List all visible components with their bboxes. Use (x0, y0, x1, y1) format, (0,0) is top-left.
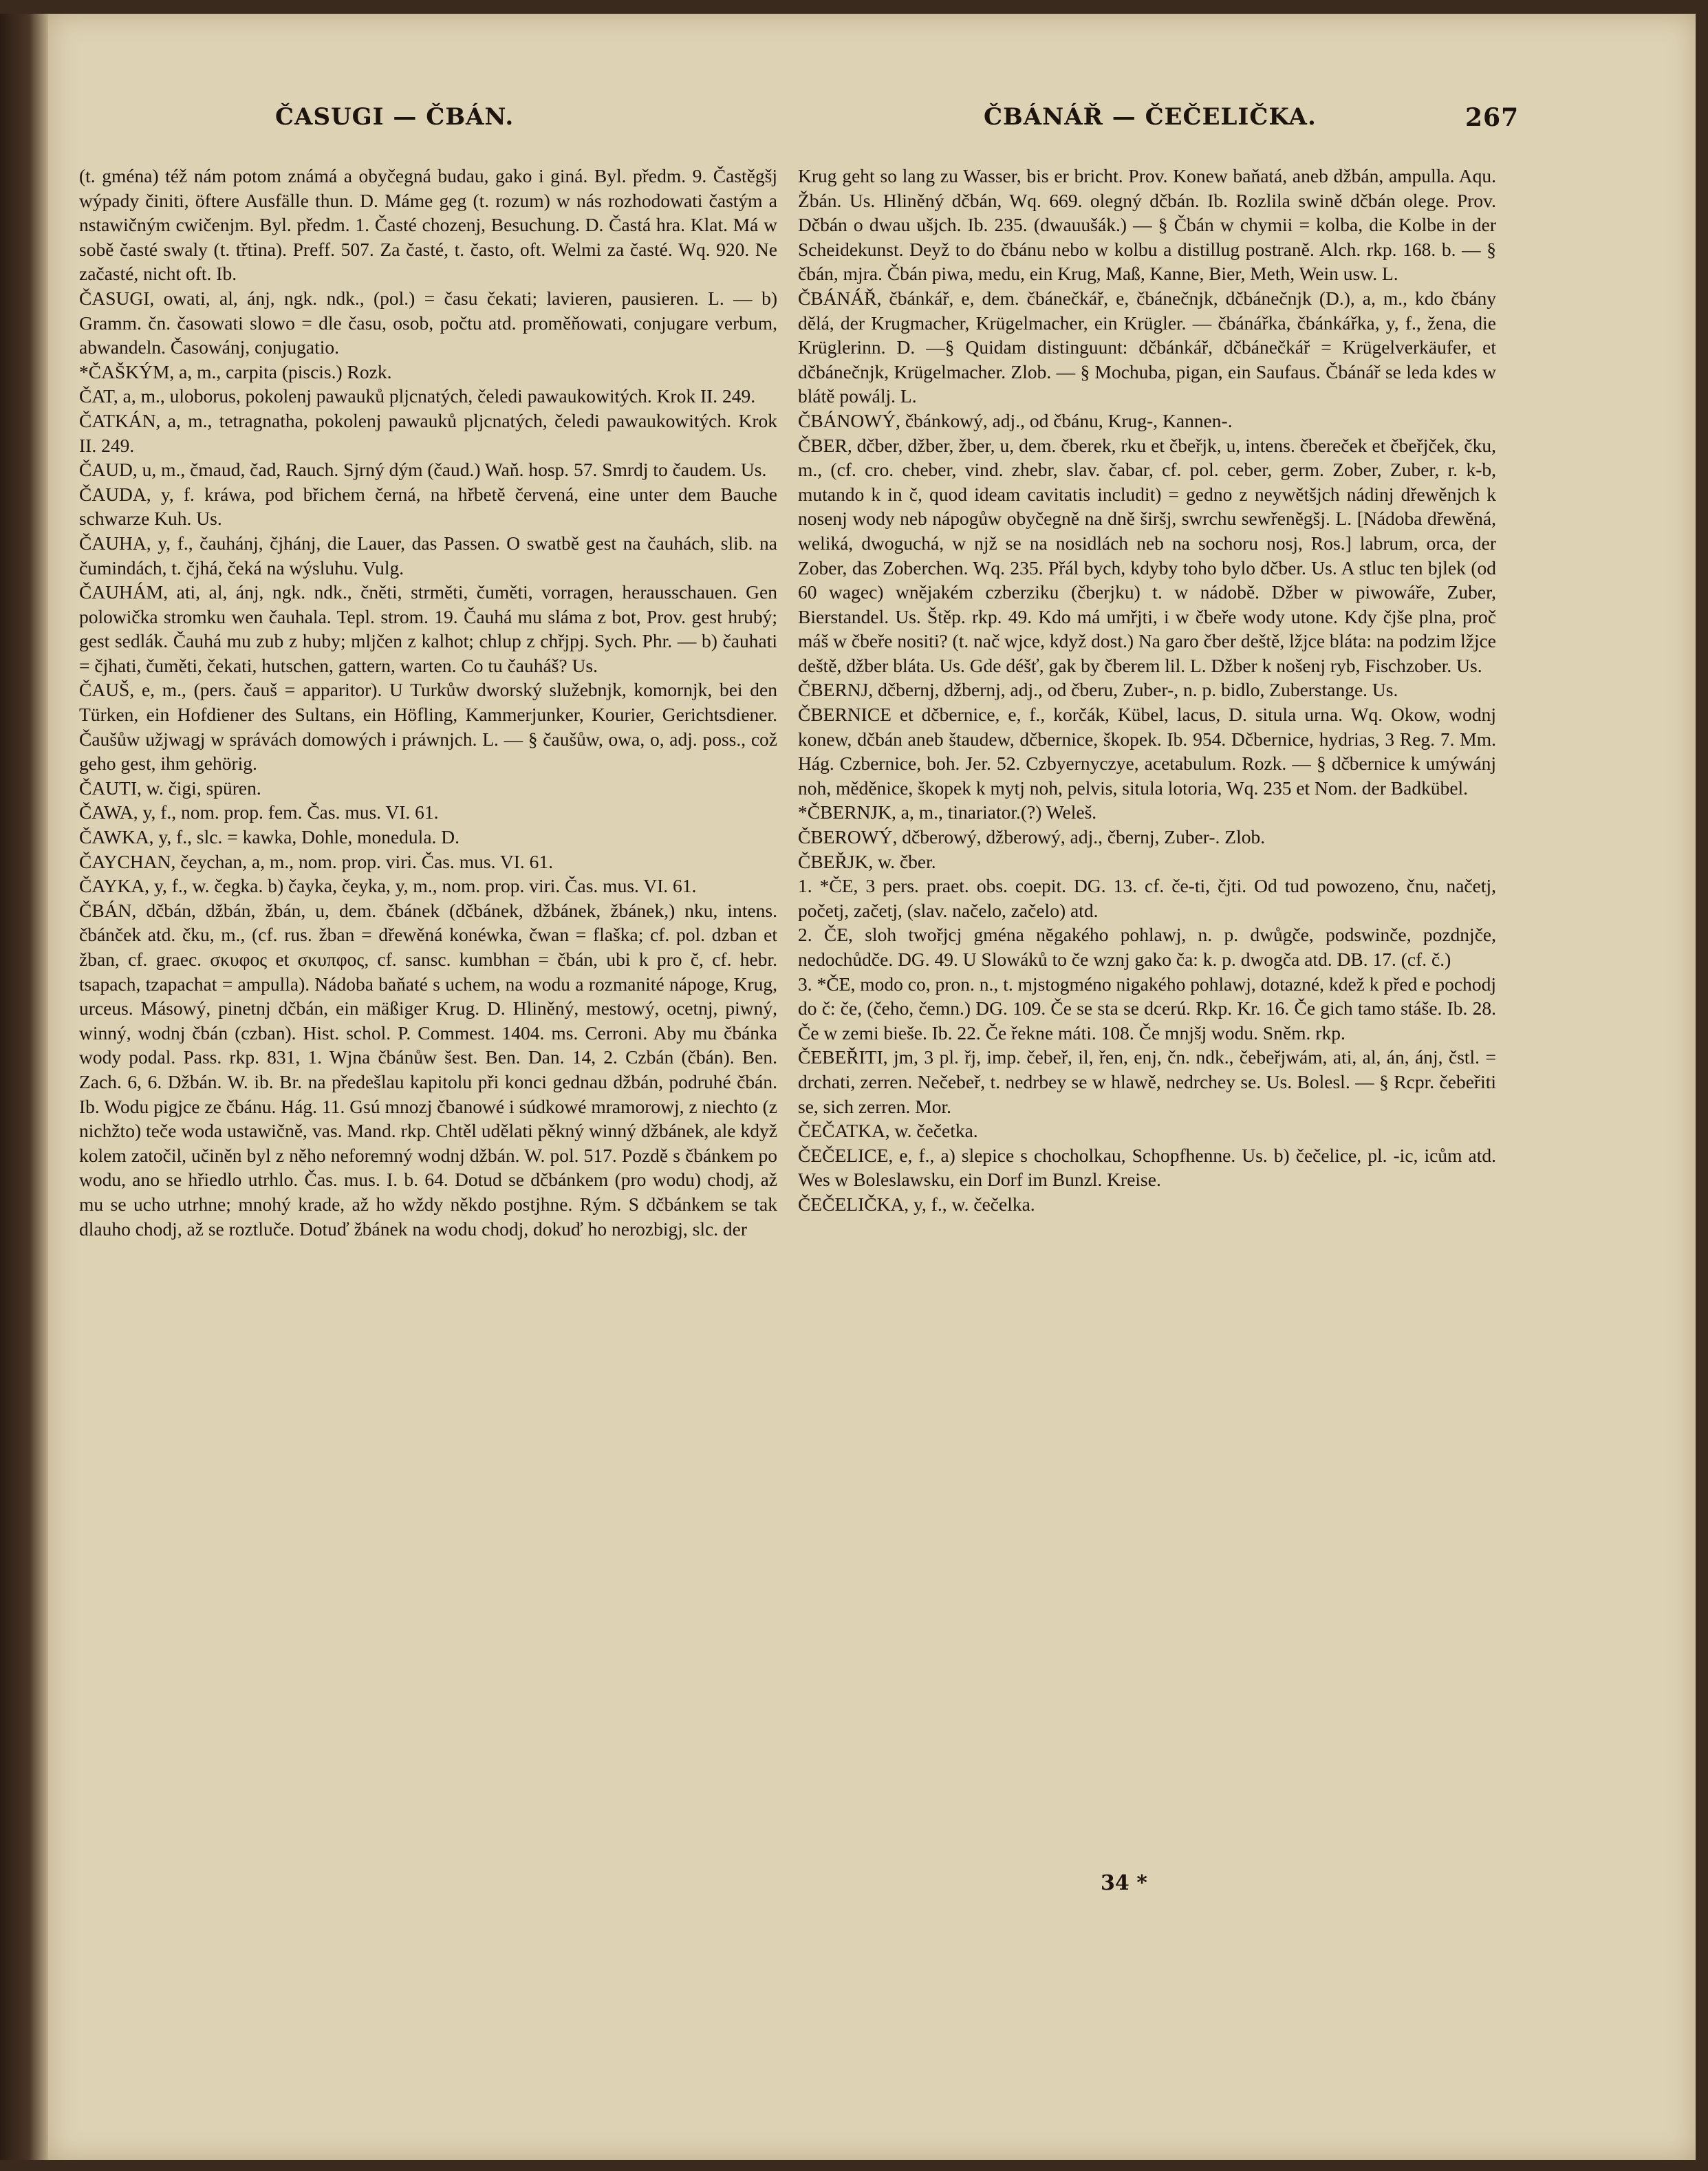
entry-cecelice: ČEČELICE, e, f., a) slepice s chocholkau, Schopfhenne. Us. b) čečelice, pl. -ic, icům atd. Wes w Boleslawsku, ein Dorf im Bunzl. Kreise. (798, 1144, 1496, 1191)
entry-ceberiti: ČEBEŘITI, jm, 3 pl. řj, imp. čebeř, il, řen, enj, čn. ndk., čebeřjwám, ati, al, án, ánj, čstl. = drchati, zerren. Nečebeř, t. nedrbey se w hlawě, nedrchey se. Us. Bolesl. — § Rcpr. čebeřiti se, sich zerren. Mor. (798, 1046, 1496, 1117)
right-running-head: ČBÁNÁŘ — ČEČELIČKA. (984, 103, 1317, 131)
book-gutter (0, 14, 48, 2160)
entry-cecatka: ČEČATKA, w. čečetka. (798, 1120, 978, 1142)
signature-mark: 34 * (1101, 1871, 1147, 1895)
entry-cbanowy: ČBÁNOWÝ, čbánkowý, adj., od čbánu, Krug-, Kannen-. (798, 409, 1233, 431)
entry-caud: ČAUD, u, m., čmaud, čad, Rauch. Sjrný dým (čaud.) Waň. hosp. 57. Smrdj to čaudem. Us. (79, 459, 767, 481)
entry-casugi: ČASUGI, owati, al, ánj, ngk. ndk., (pol.) = času čekati; lavieren, pausieren. L. — b) Gramm. čn. časowati slowo = dle času, osob, počtu atd. proměňowati, conjugare verbum, abwandeln. Časowánj, conjugatio. (79, 287, 777, 358)
entry-caychan: ČAYCHAN, čeychan, a, m., nom. prop. viri. Čas. mus. VI. 61. (79, 850, 553, 872)
entry-cawka: ČAWKA, y, f., slc. = kawka, Dohle, monedula. D. (79, 826, 460, 848)
entry-cbernj: ČBERNJ, dčbernj, džbernj, adj., od čberu, Zuber-, n. p. bidlo, Zuberstange. Us. (798, 679, 1398, 701)
entry-cauha: ČAUHA, y, f., čauhánj, čjhánj, die Lauer, das Passen. O swatbě gest na čauhách, slib. na čumindách, t. čjhá, čeká na wýsluhu. Vulg. (79, 532, 777, 579)
entry-caus: ČAUŠ, e, m., (pers. čauš = apparitor). U Turkůw dworský služebnjk, komornjk, bei den Türken, ein Hofdiener des Sultans, ein Höfling, Kammerjunker, Kourier, Gerichtsdiener. Čaušůw užjwagj w správách domowých i práwnjch. L. — § čaušůw, owa, o, adj. poss., což geho gest, ihm gehörig. (79, 679, 777, 775)
entry-cbernjk: *ČBERNJK, a, m., tinariator.(?) Weleš. (798, 801, 1097, 823)
entry-continuation: (t. gména) též nám potom známá a obyčegná budau, gako i giná. Byl. předm. 9. Častěgšj wýpady činiti, öftere Ausfälle thun. D. Máme geg (t. rozum) w nás rozhodowati častým a nstawičným cwičenjm. Byl. předm. 1. Časté chozenj, Besuchung. D. Častá hra. Klat. Má w sobě časté swaly (t. třtina). Preff. 507. Za časté, t. často, oft. Welmi za časté. Wq. 920. Ne začasté, nicht oft. Ib. (79, 165, 777, 285)
entry-cayka: ČAYKA, y, f., w. čegka. b) čayka, čeyka, y, m., nom. prop. viri. Čas. mus. VI. 61. (79, 875, 697, 897)
entry-ce-1: 1. *ČE, 3 pers. praet. obs. coepit. DG. 13. cf. če-ti, čjti. Od tud powozeno, čnu, načetj, početj, začetj, (slav. načelo, začelo) atd. (798, 875, 1496, 921)
entry-cauti: ČAUTI, w. čigi, spüren. (79, 777, 261, 799)
entry-ce-3: 3. *ČE, modo co, pron. n., t. mjstogméno nigakého pohlawj, dotazné, kdež k před e pochodj do č: če, (čeho, čemn.) DG. 109. Če se sta se dcerú. Rkp. Kr. 16. Če gich tamo stáše. Ib. 28. Če w zemi bieše. Ib. 22. Če řekne máti. 108. Če mnjšj wodu. Sněm. rkp. (798, 973, 1496, 1044)
entry-cberjk: ČBEŘJK, w. čber. (798, 850, 936, 872)
left-running-head: ČASUGI — ČBÁN. (275, 103, 515, 131)
page-number: 267 (1465, 103, 1520, 132)
entry-caskym: *ČAŠKÝM, a, m., carpita (piscis.) Rozk. (79, 360, 392, 382)
entry-cecelicka: ČEČELIČKA, y, f., w. čečelka. (798, 1193, 1035, 1215)
entry-cat: ČAT, a, m., uloborus, pokolenj pawauků pljcnatých, čeledi pawaukowitých. Krok II. 249. (79, 385, 756, 407)
entry-catkan: ČATKÁN, a, m., tetragnatha, pokolenj pawauků pljcnatých, čeledi pawaukowitých. Krok II. 249. (79, 409, 777, 456)
entry-cban: ČBÁN, dčbán, džbán, žbán, u, dem. čbánek (dčbánek, džbánek, žbánek,) nku, intens. čbánček atd. čku, m., (cf. rus. žban = dřewěná konéwka, čwan = flaška; cf. pol. dzban et žban, cf. graec. σκυφος et σκυπφος, cf. sansc. kumbhan = čbán, ubi k pro č, cf. hebr. tsapach, tzapachat = ampulla). Nádoba baňaté s uchem, na wodu a rozmanité nápoge, Krug, urceus. Másowý, pinetnj dčbán, ein mäßiger Krug. D. Hliněný, mestowý, ocetnj, piwný, winný, wodnj čbán (czban). Hist. schol. P. Commest. 1404. ms. Cerroni. Aby mu čbánka wody podal. Pass. rkp. 831, 1. Wjna čbánůw šest. Ben. Dan. 14, 2. Czbán (čbán). Ben. Zach. 6, 6. Džbán. W. ib. Br. na předešlau kapitolu při konci gednau džbán, podruhé čbán. Ib. Wodu pigjce ze čbánu. Hág. 11. Gsú mnozj čbanowé i súdkowé mramorowj, z niechto (z nichžto) teče woda ustawičně, vas. Mand. rkp. Chtěl udělati pěkný winný džbánek, ale když kolem zatočil, učiněn byl z něho neforemný wodnj džbán. W. pol. 517. Pozdě s čbánkem po wodu, ano se hřiedlo utrhlo. Čas. mus. I. b. 64. Dotud se dčbánkem (pro wodu) chodj, až mu se ucho utrhne; mnohý krade, až ho wždy někdo postjhne. Rým. S dčbánkem se tak dlauho chodj, až se roztluče. Dotuď žbánek na wodu chodj, dokuď ho nerozbigj, slc. der (79, 899, 777, 1240)
entry-cbernice: ČBERNICE et dčbernice, e, f., korčák, Kübel, lacus, D. situla urna. Wq. Okow, wodnj konew, dčbán aneb štaudew, dčbernice, škopek. Ib. 954. Dčbernice, hydrias, 3 Reg. 7. Mm. Hág. Czbernice, boh. Jer. 52. Czbyernyczye, acetabulum. Rozk. — § dčbernice k umýwánj noh, měděnice, škopek k mytj noh, pelvis, situla lotoria, Wq. 235 et Nom. der Badkübel. (798, 704, 1496, 799)
entry-ce-2: 2. ČE, sloh twořjcj gména nĕgakého pohlawj, n. p. dwůgče, podswinče, pozdnjče, nedochůdče. DG. 49. U Slowáků to če wznj gako ča: k. p. dwogča atd. DB. 17. (cf. č.) (798, 924, 1496, 970)
entry-cban-continuation: Krug geht so lang zu Wasser, bis er bricht. Prov. Konew baňatá, aneb džbán, ampulla. Aqu. Žbán. Us. Hliněný dčbán, Wq. 669. olegný dčbán. Ib. Rozlila swině dčbán olege. Prov. Dčbán o dwau ušjch. Ib. 235. (dwauušák.) — § Čbán w chymii = kolba, die Kolbe in der Scheidekunst. Deyž to do čbánu nebo w kolbu a distillug postraně. Alch. rkp. 168. b. — § čbán, mjra. Čbán piwa, medu, ein Krug, Maß, Kanne, Bier, Meth, Wein usw. L. (798, 165, 1496, 285)
entry-cbanar: ČBÁNÁŘ, čbánkář, e, dem. čbánečkář, e, čbánečnjk, dčbánečnjk (D.), a, m., kdo čbány dělá, der Krugmacher, Krügelmacher, ein Krügler. — čbánářka, čbánkářka, y, f., žena, die Krüglerinn. D. —§ Quidam distinguunt: dčbánkář, dčbánečkář = Krügelverkäufer, et dčbánečnjk, Krügelmacher. Zlob. — § Mochuba, pigan, ein Saufaus. Čbánář se leda kdes w blátě powálj. L. (798, 287, 1496, 407)
entry-cawa: ČAWA, y, f., nom. prop. fem. Čas. mus. VI. 61. (79, 801, 439, 823)
entry-cauham: ČAUHÁM, ati, al, ánj, ngk. ndk., čněti, strměti, čuměti, vorragen, herausschauen. Gen polowička stromku wen čauhala. Tepl. strom. 19. Čauhá mu sláma z bot, Prov. gest hrubý; gest sedlák. Čauhá mu zub z huby; mljčen z kalhot; chlup z chřjpj. Sych. Phr. — b) čauhati = čjhati, čuměti, čekati, hutschen, gattern, warten. Co tu čauháš? Us. (79, 581, 777, 676)
right-column (798, 164, 1496, 1217)
left-column (79, 164, 777, 1241)
entry-cberowy: ČBEROWÝ, dčberowý, džberowý, adj., čbernj, Zuber-. Zlob. (798, 826, 1266, 848)
entry-cber: ČBER, dčber, džber, žber, u, dem. čberek, rku et čbeřjk, u, intens. čbereček et čbeřjček, čku, m., (cf. cro. cheber, vind. zhebr, slav. čabar, cf. pol. ceber, germ. Zober, Zuber, r. k-b, mutando k in č, quod ideam cavitatis includit) = gedno z neywětšjch nádinj dřewěnjch k nosenj wody neb nápogůw obyčegně na dně širšj, swrchu sewřeněgšj. L. [Nádoba dřewěná, weliká, dwoguchá, w njž se na nosidlách neb na sochoru nosj, Ros.] labrum, orca, der Zober, das Zoberchen. Wq. 235. Přál bych, kdyby toho bylo dčber. Us. A stluc ten bjlek (od 60 wagec) wnějakém czberziku (čberjku) t. w nádobě. Džber w piwowáře, Zuber, Bierstandel. Us. Štěp. rkp. 49. Kdo má umřjti, i w čbeře wody utone. Kdy čjše plna, proč máš w čbeře nositi? (t. nač wjce, když dost.) Na garo čber deště, lžjce bláta: na podzim lžjce deště, džber bláta. Us. Gde déšť, gak by čberem lil. L. Džber k nošenj ryb, Fischzober. Us. (798, 434, 1496, 676)
entry-cauda: ČAUDA, y, f. kráwa, pod břichem černá, na hřbetě červená, eine unter dem Bauche schwarze Kuh. Us. (79, 483, 777, 530)
